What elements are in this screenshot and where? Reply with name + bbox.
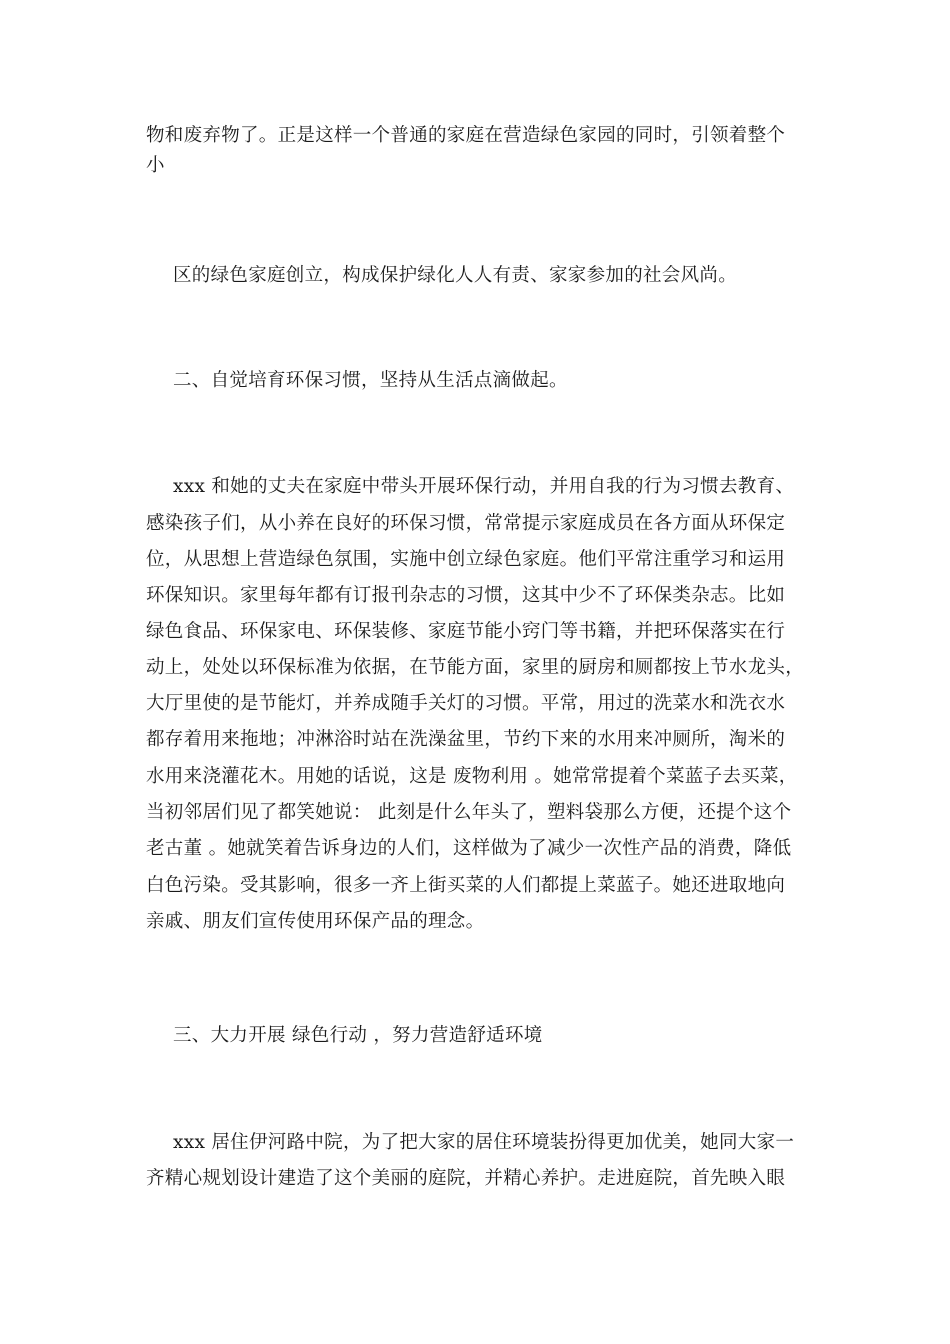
paragraph-line: 小 — [146, 155, 165, 176]
paragraph-line: 都存着用来拖地；冲淋浴时站在洗澡盆里，节约下来的水用来冲厕所，淘米的 — [146, 729, 786, 750]
paragraph-line: 环保知识。家里每年都有订报刊杂志的习惯，这其中少不了环保类杂志。比如 — [146, 585, 786, 606]
paragraph-line: 绿色食品、环保家电、环保装修、家庭节能小窍门等书籍，并把环保落实在行 — [146, 621, 786, 642]
paragraph-line: 当初邻居们见了都笑她说： 此刻是什么年头了，塑料袋那么方便，还提个这个 — [146, 802, 792, 823]
section-heading: 三、大力开展 绿色行动 ，努力营造舒适环境 — [173, 1025, 543, 1046]
paragraph-line: xxx 和她的丈夫在家庭中带头开展环保行动，并用自我的行为习惯去教育、 — [173, 476, 795, 497]
paragraph-line: xxx 居住伊河路中院，为了把大家的居住环境装扮得更加优美，她同大家一 — [173, 1132, 795, 1153]
paragraph-line: 位，从思想上营造绿色氛围，实施中创立绿色家庭。他们平常注重学习和运用 — [146, 549, 786, 570]
paragraph-line: 齐精心规划设计建造了这个美丽的庭院，并精心养护。走进庭院，首先映入眼 — [146, 1168, 786, 1189]
paragraph-line: 区的绿色家庭创立，构成保护绿化人人有责、家家参加的社会风尚。 — [173, 265, 738, 286]
paragraph-line: 老古董 。她就笑着告诉身边的人们，这样做为了减少一次性产品的消费，降低 — [146, 838, 792, 859]
paragraph-line: 水用来浇灌花木。用她的话说，这是 废物利用 。她常常提着个菜蓝子去买菜， — [146, 766, 798, 787]
paragraph-line: 大厅里使的是节能灯，并养成随手关灯的习惯。平常，用过的洗菜水和洗衣水 — [146, 693, 786, 714]
paragraph-line: 物和废弃物了。正是这样一个普通的家庭在营造绿色家园的同时，引领着整个 — [146, 125, 786, 146]
section-heading: 二、自觉培育环保习惯，坚持从生活点滴做起。 — [173, 370, 568, 391]
paragraph-line: 亲戚、朋友们宣传使用环保产品的理念。 — [146, 911, 485, 932]
paragraph-line: 感染孩子们，从小养在良好的环保习惯，常常提示家庭成员在各方面从环保定 — [146, 513, 786, 534]
paragraph-line: 动上，处处以环保标准为依据，在节能方面，家里的厨房和厕都按上节水龙头， — [146, 657, 805, 678]
paragraph-line: 白色污染。受其影响，很多一齐上街买菜的人们都提上菜蓝子。她还进取地向 — [146, 875, 786, 896]
